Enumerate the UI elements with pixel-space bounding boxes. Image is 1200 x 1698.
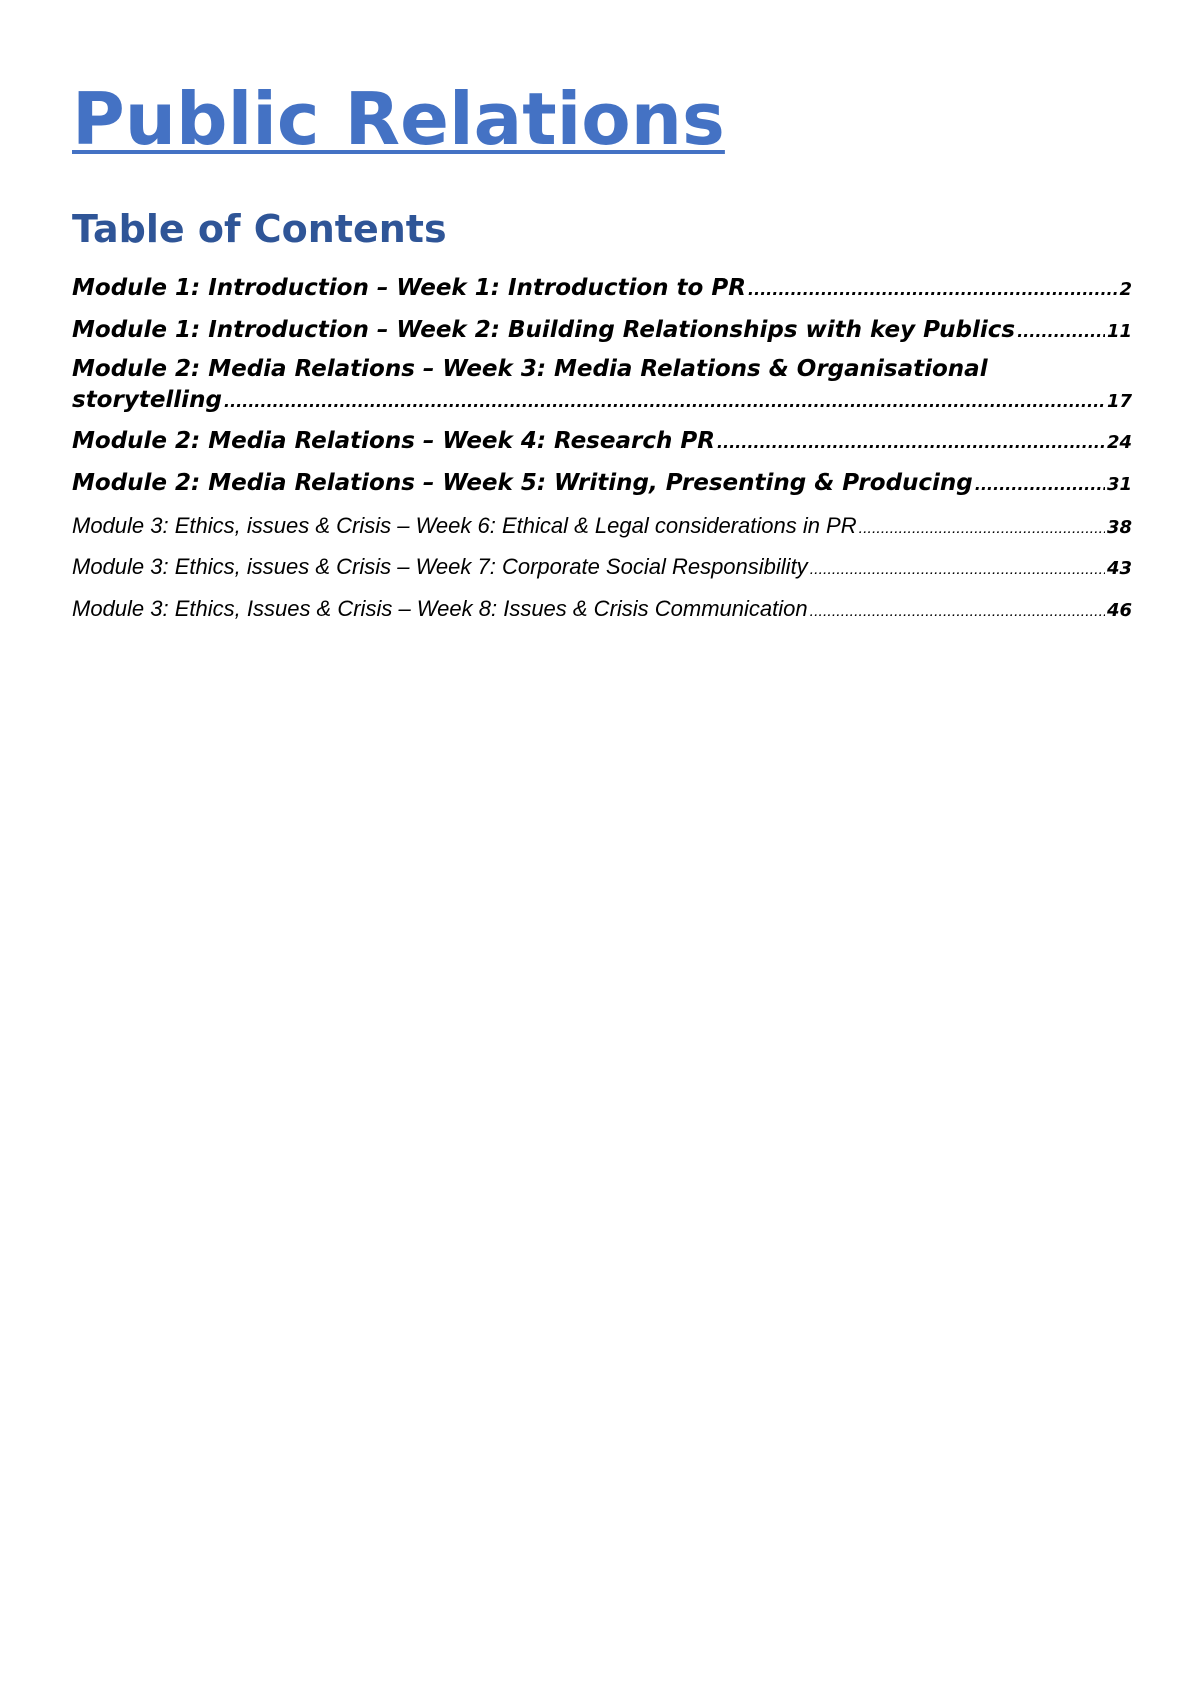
- toc-page-number: 24: [1106, 432, 1132, 453]
- toc-entry-week-2[interactable]: [72, 315, 1132, 347]
- toc-entry-label: Module 3: Ethics, issues & Crisis – Week 6: Ethical & Legal considerations in PR: [72, 513, 857, 538]
- toc-dot-leader: [810, 555, 1105, 585]
- toc-entry-label: Module 3: Ethics, issues & Crisis – Week 7: Corporate Social Responsibility: [72, 554, 808, 579]
- toc-page-number: 43: [1106, 558, 1132, 579]
- document-title: Public Relations: [72, 77, 725, 161]
- toc-dot-leader: [748, 275, 1118, 305]
- toc-entry-label: Module 2: Media Relations – Week 5: Writing, Presenting & Producing: [72, 470, 973, 496]
- toc-entry-week-3[interactable]: [72, 354, 1132, 417]
- toc-entry-week-6[interactable]: [72, 511, 1132, 544]
- toc-page-number: 46: [1106, 600, 1132, 621]
- toc-entry-week-1[interactable]: [72, 273, 1132, 305]
- toc-dot-leader: [224, 386, 1105, 417]
- toc-entry-week-5[interactable]: [72, 468, 1132, 500]
- toc-dot-leader: [1017, 317, 1105, 347]
- toc-entry-label-continued: storytelling: [72, 387, 222, 413]
- toc-dot-leader: [975, 470, 1105, 500]
- toc-page-number: 38: [1106, 517, 1132, 538]
- toc-entry-label: Module 1: Introduction – Week 1: Introduction to PR: [72, 275, 746, 301]
- toc-entry-label: Module 1: Introduction – Week 2: Building Relationships with key Publics: [72, 317, 1016, 343]
- toc-entry-week-7[interactable]: [72, 552, 1132, 585]
- toc-page-number: 11: [1106, 321, 1132, 342]
- toc-page-number: 2: [1119, 279, 1132, 300]
- toc-entry-week-4[interactable]: [72, 426, 1132, 458]
- toc-entry-label: Module 3: Ethics, Issues & Crisis – Week 8: Issues & Crisis Communication: [72, 596, 808, 621]
- toc-entry-week-8[interactable]: [72, 594, 1132, 627]
- toc-heading: Table of Contents: [72, 207, 447, 251]
- toc-dot-leader: [810, 597, 1105, 627]
- toc-page-number: 31: [1106, 474, 1132, 495]
- toc-page-number: 17: [1106, 391, 1132, 412]
- toc-dot-leader: [717, 428, 1105, 458]
- toc-dot-leader: [859, 514, 1105, 544]
- toc-entry-label: Module 2: Media Relations – Week 4: Research PR: [72, 428, 715, 454]
- toc-entry-label: Module 2: Media Relations – Week 3: Media Relations & Organisational: [72, 356, 988, 382]
